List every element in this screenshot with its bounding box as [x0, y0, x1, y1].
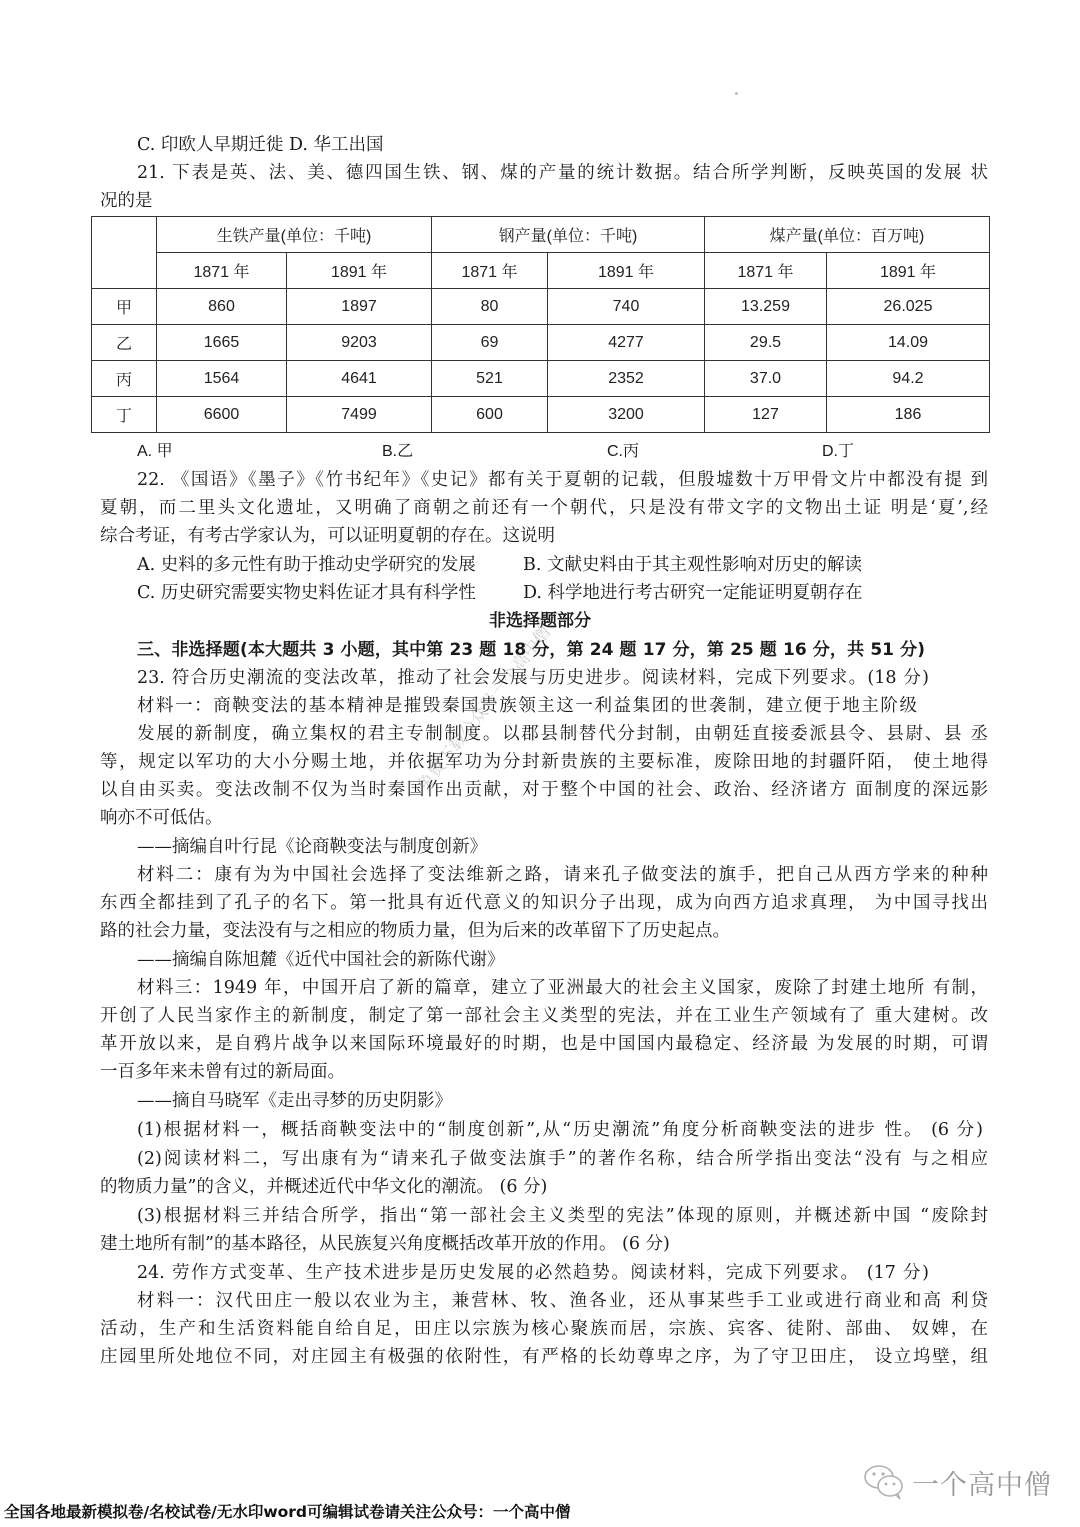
- table-year-header: 1871 年: [157, 253, 287, 289]
- q23-material2-line: 东西全都挂到了孔子的名下。第一批具有近代意义的知识分子出现，成为向西方追求真理， 为中国寻找出: [100, 893, 988, 913]
- table-cell: 9203: [287, 325, 432, 361]
- table-cell: 14.09: [827, 325, 990, 361]
- q23-material1-line: 材料一：商鞅变法的基本精神是摧毁秦国贵族领主这一利益集团的世袭制，建立便于地主阶级: [137, 696, 917, 716]
- logo-text: 一个高中僧: [912, 1469, 1052, 1501]
- table-cell: 186: [827, 397, 990, 433]
- q22-stem-line1: 22. 《国语》《墨子》《竹书纪年》《史记》都有关于夏朝的记载，但殷墟数十万甲骨文片中都没有提 到: [137, 470, 988, 490]
- q22-option-a: A. 史料的多元性有助于推动史学研究的发展: [137, 555, 476, 575]
- table-cell: 3200: [548, 397, 705, 433]
- table-row: [92, 361, 990, 397]
- scan-speck: [735, 92, 738, 95]
- q22-stem-line3: 综合考证，有考古学家认为，可以证明夏朝的存在。这说明: [100, 526, 555, 546]
- row-label: 乙: [92, 325, 157, 361]
- table-year-row: [92, 253, 990, 289]
- q23-material1-line: 等，规定以军功的大小分赐土地，并依据军功为分封新贵族的主要标准，废除田地的封疆阡陌， 使土地得: [100, 752, 988, 772]
- section-title: 非选择题部分: [489, 611, 591, 631]
- q23-question3-line: 建土地所有制”的基本路径，从民族复兴角度概括改革开放的作用。 (6 分): [100, 1234, 670, 1254]
- production-table: [91, 216, 990, 433]
- q23-stem: 23. 符合历史潮流的变法改革，推动了社会发展与历史进步。阅读材料，完成下列要求。(18 分): [137, 668, 929, 688]
- q20-options-cd: C. 印欧人早期迁徙 D. 华工出国: [137, 135, 384, 155]
- q23-material3-line: 材料三：1949 年，中国开启了新的篇章，建立了亚洲最大的社会主义国家，废除了封建土地所 有制，: [137, 978, 988, 998]
- table-cell: 600: [432, 397, 548, 433]
- table-year-header: 1891 年: [548, 253, 705, 289]
- q23-material2-source: ——摘编自陈旭麓《近代中国社会的新陈代谢》: [137, 950, 505, 970]
- table-cell: 127: [705, 397, 827, 433]
- table-year-header: 1871 年: [432, 253, 548, 289]
- q23-material3-line: 一百多年来未曾有过的新局面。: [100, 1062, 345, 1082]
- q22-option-d: D. 科学地进行考古研究一定能证明夏朝存在: [523, 583, 863, 603]
- q23-question2-line: 的物质力量”的含义，并概述近代中华文化的潮流。 (6 分): [100, 1177, 548, 1197]
- table-year-header: 1891 年: [827, 253, 990, 289]
- table-cell: 4277: [548, 325, 705, 361]
- row-label: 丙: [92, 361, 157, 397]
- q21-stem-line1: 21. 下表是英、法、美、德四国生铁、钢、煤的产量的统计数据。结合所学判断，反映英国的发展 状: [137, 163, 988, 183]
- q22-stem-line2: 夏朝，而二里头文化遗址，又明确了商朝之前还有一个朝代，只是没有带文字的文物出土证 明是‘夏’,经: [100, 498, 988, 518]
- table-row: [92, 289, 990, 325]
- q21-option-b: B.乙: [382, 443, 414, 460]
- row-label: 丁: [92, 397, 157, 433]
- q23-material1-line: 发展的新制度，确立集权的君主专制制度。以郡县制替代分封制，由朝廷直接委派县令、县尉、县 丞: [137, 724, 988, 744]
- q23-material3-line: 革开放以来，是自鸦片战争以来国际环境最好的时期，也是中国国内最稳定、经济最 为发展的时期，可谓: [100, 1034, 988, 1054]
- q23-material1-line: 响亦不可低估。: [100, 808, 223, 828]
- q21-option-d: D.丁: [822, 443, 855, 460]
- table-row: [92, 325, 990, 361]
- table-cell: 1665: [157, 325, 287, 361]
- table-cell: 2352: [548, 361, 705, 397]
- q21-option-c: C.丙: [607, 443, 640, 460]
- q23-question2-line: (2)阅读材料二，写出康有为“请来孔子做变法旗手”的著作名称，结合所学指出变法“没有 与之相应: [137, 1149, 988, 1169]
- table-cell: 13.259: [705, 289, 827, 325]
- q23-material1-source: ——摘编自叶行昆《论商鞅变法与制度创新》: [137, 837, 487, 857]
- diagonal-watermark: 免费下载公众号一个高中僧: [413, 622, 556, 796]
- table-year-header: 1891 年: [287, 253, 432, 289]
- q23-material2-line: 材料二：康有为为中国社会选择了变法维新之路，请来孔子做变法的旗手，把自己从西方学来的种种: [137, 865, 988, 885]
- q24-material1-line: 材料一：汉代田庄一般以农业为主，兼营林、牧、渔各业，还从事某些手工业或进行商业和高 利贷: [137, 1291, 988, 1311]
- q22-option-c: C. 历史研究需要实物史料佐证才具有科学性: [137, 583, 476, 603]
- table-cell: 740: [548, 289, 705, 325]
- section-heading: 三、非选择题(本大题共 3 小题，其中第 23 题 18 分，第 24 题 17 分，第 25 题 16 分，共 51 分): [137, 640, 925, 660]
- q22-option-b: B. 文献史料由于其主观性影响对历史的解读: [523, 555, 862, 575]
- q23-material1-line: 以自由买卖。变法改制不仅为当时秦国作出贡献，对于整个中国的社会、政治、经济诸方 面制度的深远影: [100, 780, 988, 800]
- table-year-header: 1871 年: [705, 253, 827, 289]
- wechat-logo-watermark: [862, 1460, 1052, 1504]
- q21-stem-line2: 况的是: [100, 191, 153, 211]
- wechat-icon: [862, 1462, 906, 1502]
- table-cell: 94.2: [827, 361, 990, 397]
- table-cell: 7499: [287, 397, 432, 433]
- q23-material3-source: ——摘自马晓军《走出寻梦的历史阴影》: [137, 1091, 452, 1111]
- row-label: 甲: [92, 289, 157, 325]
- q21-option-a: A. 甲: [137, 443, 173, 460]
- table-corner-cell: [92, 217, 157, 289]
- q24-stem: 24. 劳作方式变革、生产技术进步是历史发展的必然趋势。阅读材料，完成下列要求。 (17 分): [137, 1263, 929, 1283]
- table-cell: 6600: [157, 397, 287, 433]
- table-cell: 26.025: [827, 289, 990, 325]
- q24-material1-line: 活动，生产和生活资料能自给自足，田庄以宗族为核心聚族而居，宗族、宾客、徒附、部曲、 奴婢，在: [100, 1319, 988, 1339]
- table-cell: 37.0: [705, 361, 827, 397]
- q24-material1-line: 庄园里所处地位不同，对庄园主有极强的依附性，有严格的长幼尊卑之序，为了守卫田庄， 设立坞壁，组: [100, 1347, 988, 1367]
- table-cell: 80: [432, 289, 548, 325]
- table-cell: 860: [157, 289, 287, 325]
- q23-question3-line: (3)根据材料三并结合所学，指出“第一部社会主义类型的宪法”体现的原则，并概述新中国 “废除封: [137, 1206, 988, 1226]
- footer-notice: 全国各地最新模拟卷/名校试卷/无水印word可编辑试卷请关注公众号：一个高中僧: [4, 1503, 571, 1521]
- table-cell: 4641: [287, 361, 432, 397]
- table-group-header: 生铁产量(单位：千吨): [157, 217, 432, 253]
- q23-material3-line: 开创了人民当家作主的新制度，制定了第一部社会主义类型的宪法，并在工业生产领域有了 重大建树。改: [100, 1006, 988, 1026]
- table-group-header: 钢产量(单位：千吨): [432, 217, 705, 253]
- table-cell: 29.5: [705, 325, 827, 361]
- q23-material2-line: 路的社会力量，变法没有与之相应的物质力量，但为后来的改革留下了历史起点。: [100, 921, 730, 941]
- table-row: [92, 397, 990, 433]
- table-cell: 1897: [287, 289, 432, 325]
- table-cell: 69: [432, 325, 548, 361]
- table-cell: 521: [432, 361, 548, 397]
- table-header-row: [92, 217, 990, 253]
- q23-question1: (1)根据材料一，概括商鞅变法中的“制度创新”,从“历史潮流”角度分析商鞅变法的进步 性。 (6 分): [137, 1120, 983, 1140]
- table-cell: 1564: [157, 361, 287, 397]
- table-group-header: 煤产量(单位：百万吨): [705, 217, 990, 253]
